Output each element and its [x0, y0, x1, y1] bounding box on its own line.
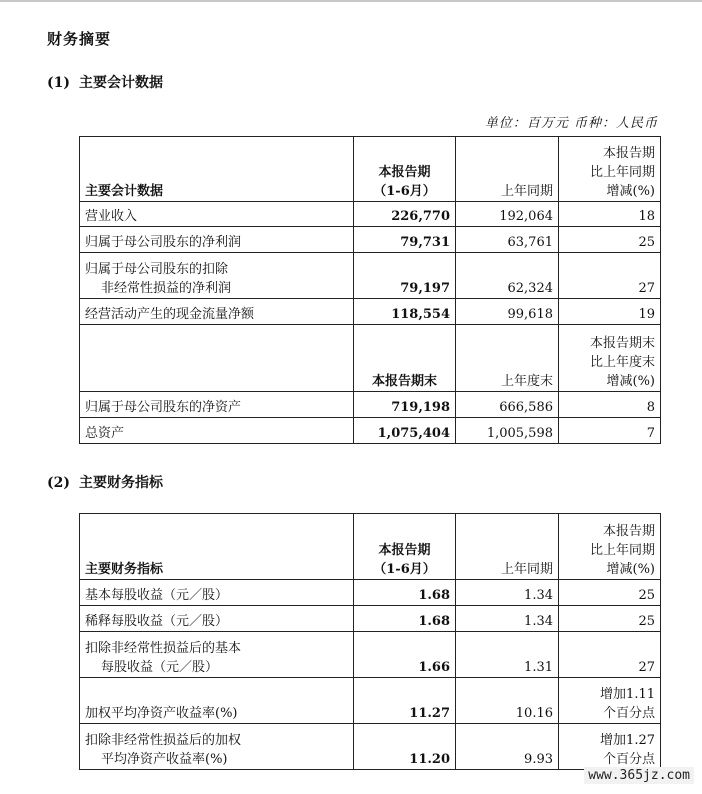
unit-note: 单位：百万元 币种：人民币 [484, 116, 658, 131]
section2-title: 主要财务指标 [79, 475, 163, 491]
row-label: 归属于母公司股东的净利润 [80, 227, 354, 253]
header-change [559, 514, 661, 580]
row-current: 79,731 [354, 227, 456, 253]
row-change-line1: 增加1.27 [600, 733, 655, 748]
accounting-data-table [79, 136, 661, 444]
header-change-line2: 比上年同期 [589, 165, 655, 180]
row-current: 118,554 [354, 299, 456, 325]
subheader-label [80, 325, 354, 392]
row-current: 1.66 [354, 632, 456, 678]
header-prior: 上年同期 [456, 137, 559, 202]
top-rule [0, 0, 702, 2]
row-prior: 1.31 [456, 632, 559, 678]
row-current: 1,075,404 [354, 418, 456, 444]
row-label: 加权平均净资产收益率(%) [80, 678, 354, 724]
table-header-row [80, 137, 661, 202]
header-change-line3: 增减(%) [606, 184, 655, 199]
row-label: 营业收入 [80, 202, 354, 227]
row-label: 基本每股收益（元／股） [80, 580, 354, 606]
section1-title: 主要会计数据 [79, 75, 163, 91]
row-label: 稀释每股收益（元／股） [80, 606, 354, 632]
row-prior: 10.16 [456, 678, 559, 724]
section1-number: (1) [47, 75, 70, 91]
subheader-change-line1: 本报告期末 [589, 336, 655, 351]
row-label-line1: 扣除非经常性损益后的基本 [85, 641, 242, 656]
header-current-line1: 本报告期 [378, 165, 431, 180]
row-current: 226,770 [354, 202, 456, 227]
section1-heading [47, 72, 163, 92]
table-row [80, 227, 661, 253]
row-change: 25 [559, 606, 661, 632]
header-change-line1: 本报告期 [602, 146, 655, 161]
row-label [80, 632, 354, 678]
row-label [80, 724, 354, 770]
table-row [80, 678, 661, 724]
header-label: 主要财务指标 [80, 514, 354, 580]
row-prior: 1.34 [456, 606, 559, 632]
table-row [80, 392, 661, 418]
row-change: 19 [559, 299, 661, 325]
table-row [80, 418, 661, 444]
row-change [559, 678, 661, 724]
row-prior: 63,761 [456, 227, 559, 253]
financial-indicators-table [79, 513, 661, 770]
header-label: 主要会计数据 [80, 137, 354, 202]
row-label-line2: 平均净资产收益率(%) [101, 752, 228, 767]
row-change: 27 [559, 253, 661, 299]
row-current: 11.20 [354, 724, 456, 770]
table-row [80, 299, 661, 325]
subheader-current: 本报告期末 [354, 325, 456, 392]
row-change: 25 [559, 580, 661, 606]
table-subheader-row [80, 325, 661, 392]
table-row [80, 580, 661, 606]
row-label-line2: 非经常性损益的净利润 [101, 281, 232, 296]
table-row [80, 202, 661, 227]
subheader-prior: 上年度末 [456, 325, 559, 392]
row-prior: 192,064 [456, 202, 559, 227]
table-header-row [80, 514, 661, 580]
row-label: 总资产 [80, 418, 354, 444]
row-label [80, 253, 354, 299]
header-current [354, 514, 456, 580]
row-change: 7 [559, 418, 661, 444]
header-current-line2: （1-6月） [373, 184, 436, 199]
section2-heading [47, 472, 163, 492]
header-change-line1: 本报告期 [602, 524, 655, 539]
row-current: 11.27 [354, 678, 456, 724]
row-prior: 1.34 [456, 580, 559, 606]
subheader-change [559, 325, 661, 392]
row-current: 719,198 [354, 392, 456, 418]
row-prior: 666,586 [456, 392, 559, 418]
row-label-line2: 每股收益（元／股） [101, 660, 219, 675]
row-current: 1.68 [354, 606, 456, 632]
row-prior: 62,324 [456, 253, 559, 299]
header-current [354, 137, 456, 202]
header-prior: 上年同期 [456, 514, 559, 580]
table-row [80, 632, 661, 678]
table-row [80, 606, 661, 632]
row-current: 1.68 [354, 580, 456, 606]
row-label-line1: 扣除非经常性损益后的加权 [85, 733, 242, 748]
row-change: 18 [559, 202, 661, 227]
row-change-line2: 个百分点 [602, 706, 655, 721]
row-change: 27 [559, 632, 661, 678]
table-row [80, 253, 661, 299]
row-label: 经营活动产生的现金流量净额 [80, 299, 354, 325]
subheader-change-line2: 比上年度末 [589, 355, 655, 370]
header-current-line2: （1-6月） [373, 562, 436, 577]
header-change-line3: 增减(%) [606, 562, 655, 577]
header-change [559, 137, 661, 202]
row-prior: 1,005,598 [456, 418, 559, 444]
row-change: 8 [559, 392, 661, 418]
table-row [80, 724, 661, 770]
row-prior: 9.93 [456, 724, 559, 770]
row-change-line2: 个百分点 [602, 752, 655, 767]
header-current-line1: 本报告期 [378, 543, 431, 558]
section2-number: (2) [47, 475, 70, 491]
row-prior: 99,618 [456, 299, 559, 325]
row-current: 79,197 [354, 253, 456, 299]
row-change [559, 724, 661, 770]
row-label: 归属于母公司股东的净资产 [80, 392, 354, 418]
watermark: www.365jz.com [584, 767, 694, 784]
subheader-change-line3: 增减(%) [606, 374, 655, 389]
header-change-line2: 比上年同期 [589, 543, 655, 558]
row-change: 25 [559, 227, 661, 253]
row-label-line1: 归属于母公司股东的扣除 [85, 262, 229, 277]
page-title: 财务摘要 [47, 30, 112, 48]
row-change-line1: 增加1.11 [600, 687, 655, 702]
